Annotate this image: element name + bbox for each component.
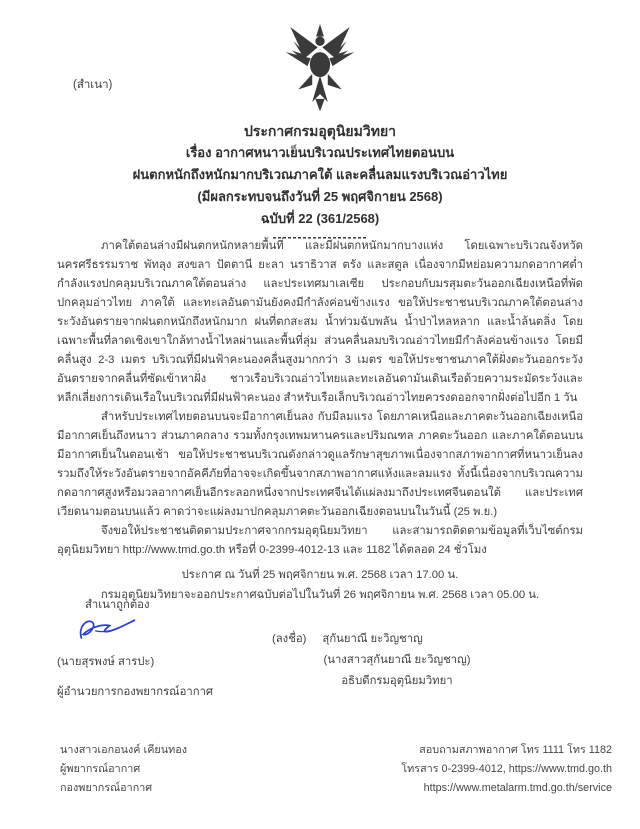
- footer-forecaster-block: [60, 741, 187, 798]
- paragraph-follow-updates: จึงขอให้ประชาชนติดตามประกาศจากกรมอุตุนิยมวิทยา และสามารถติดตามข้อมูลที่เว็บไซต์กรมอุตุนิยมวิทยา http://www.tmd.go.th หรือที่ 0-2399-4012-13 และ 1182 ได้ตลอด 24 ชั่วโมง: [57, 525, 583, 556]
- emblem-container: [0, 24, 640, 121]
- certifier-name: (นายสุรพงษ์ สารปะ): [57, 656, 155, 668]
- subject-line-1: เรื่อง อากาศหนาวเย็นบริเวณประเทศไทยตอนบน: [185, 145, 455, 160]
- signed-label: (ลงชื่อ): [272, 633, 307, 645]
- divider-dashes: -------------------: [272, 230, 368, 244]
- title-block: [40, 120, 600, 244]
- certification-block: [57, 597, 213, 700]
- issue-number: ฉบับที่ 22 (361/2568): [260, 211, 380, 226]
- contact-fax-website-line: โทรสาร 0-2399-4012, https://www.tmd.go.th: [401, 763, 612, 775]
- footer-contact-block: [401, 741, 612, 798]
- signer-name-paren: (นางสาวสุกันยาณี ยะวิญชาญ): [323, 654, 471, 666]
- forecaster-division: กองพยากรณ์อากาศ: [60, 782, 153, 794]
- signer-position: อธิบดีกรมอุตุนิยมวิทยา: [341, 675, 453, 687]
- next-issue-line: กรมอุตุนิยมวิทยาจะออกประกาศฉบับต่อไปในวันที่ 26 พฤศจิกายน พ.ศ. 2568 เวลา 05.00 น.: [100, 588, 540, 601]
- subject-line-2: ฝนตกหนักถึงหนักมากบริเวณภาคใต้ และคลื่นลมแรงบริเวณอ่าวไทย: [132, 167, 508, 182]
- paragraph-south-rain: ภาคใต้ตอนล่างมีฝนตกหนักหลายพื้นที่ และมีฝนตกหนักมากบางแห่ง โดยเฉพาะบริเวณจังหวัดนครศรีธรรมราช พัทลุง สงขลา ปัตตานี ยะลา นราธิวาส ตรัง และสตูล เนื่องจากมีหย่อมความกดอากาศต่ำกำลังแรงปกคลุมบริเวณภาคใต้ตอนล่าง และประเทศมาเลเซีย ประกอบกับมรสุมตะวันออกเฉียงเหนือที่พัดปกคลุมอ่าวไทย ภาคใต้ และทะเลอันดามันยังคงมีกำลังค่อนข้างแรง ขอให้ประชาชนบริเวณภาคใต้ตอนล่างระวังอันตรายจากฝนตกหนักถึงหนักมาก ฝนที่ตกสะสม น้ำท่วมฉับพลัน น้ำป่าไหลหลาก และน้ำล้นตลิ่ง โดยเฉพาะพื้นที่ลาดเชิงเขาใกล้ทางน้ำไหลผ่านและพื้นที่ลุ่ม ส่วนคลื่นลมบริเวณอ่าวไทยมีกำลังค่อนข้างแรง โดยมีคลื่นสูง 2-3 เมตร บริเวณที่มีฝนฟ้าคะนองคลื่นสูงมากกว่า 3 เมตร ขอให้ประชาชนภาคใต้ฝั่งตะวันออกระวังอันตรายจากคลื่นที่ซัดเข้าหาฝั่ง ชาวเรือบริเวณอ่าวไทยและทะเลอันดามันเดินเรือด้วยความระมัดระวังและหลีกเลี่ยงการเดินเรือในบริเวณที่มีฝนฟ้าคะนอง สำหรับเรือเล็กบริเวณอ่าวไทยควรงดออกจากฝั่งต่อไปอีก 1 วัน: [57, 240, 583, 404]
- certified-copy-label: สำเนาถูกต้อง: [85, 599, 150, 611]
- announcement-title: ประกาศกรมอุตุนิยมวิทยา: [243, 123, 397, 139]
- forecaster-name: นางสาวเอกอนงค์ เคียนทอง: [60, 744, 187, 756]
- contact-phone-line: สอบถามสภาพอากาศ โทร 1111 โทร 1182: [419, 744, 612, 756]
- certifier-signature-icon: [75, 615, 213, 650]
- copy-label: (สำเนา): [73, 79, 113, 91]
- signature-block: [272, 629, 522, 692]
- contact-metalarm-url: https://www.metalarm.tmd.go.th/service: [423, 782, 612, 794]
- signed-name: สุกันยาณี ยะวิญชาญ: [322, 633, 423, 645]
- signed-line: [272, 629, 522, 650]
- forecaster-title: ผู้พยากรณ์อากาศ: [60, 763, 141, 775]
- paragraph-upper-thailand-cold: สำหรับประเทศไทยตอนบนจะมีอากาศเย็นลง กับมีลมแรง โดยภาคเหนือและภาคตะวันออกเฉียงเหนือมีอากาศเย็นถึงหนาว ส่วนภาคกลาง รวมทั้งกรุงเทพมหานครและปริมณฑล ภาคตะวันออก และภาคใต้ตอนบนมีอากาศเย็นในตอนเช้า ขอให้ประชาชนบริเวณดังกล่าวดูแลรักษาสุขภาพเนื่องจากสภาพอากาศที่หนาวเย็นลง รวมถึงให้ระวังอันตรายจากอัคคีภัยที่อาจจะเกิดขึ้นจากสภาพอากาศแห้งและลมแรง ทั้งนี้เนื่องจากบริเวณความกดอากาศสูงหรือมวลอากาศเย็นอีกระลอกหนึ่งจากประเทศจีนได้แผ่ลงมาถึงประเทศจีนตอนใต้ และประเทศเวียดนามตอนบนแล้ว คาดว่าจะแผ่ลงมาปกคลุมภาคตะวันออกเฉียงตอนบนในวันนี้ (25 พ.ย.): [57, 411, 583, 518]
- issued-date-line: ประกาศ ณ วันที่ 25 พฤศจิกายน พ.ศ. 2568 เวลา 17.00 น.: [181, 569, 459, 581]
- effect-period-line: (มีผลกระทบจนถึงวันที่ 25 พฤศจิกายน 2568): [197, 189, 443, 204]
- certifier-position: ผู้อำนวยการกองพยากรณ์อากาศ: [57, 686, 214, 698]
- garuda-emblem-icon: [281, 24, 359, 121]
